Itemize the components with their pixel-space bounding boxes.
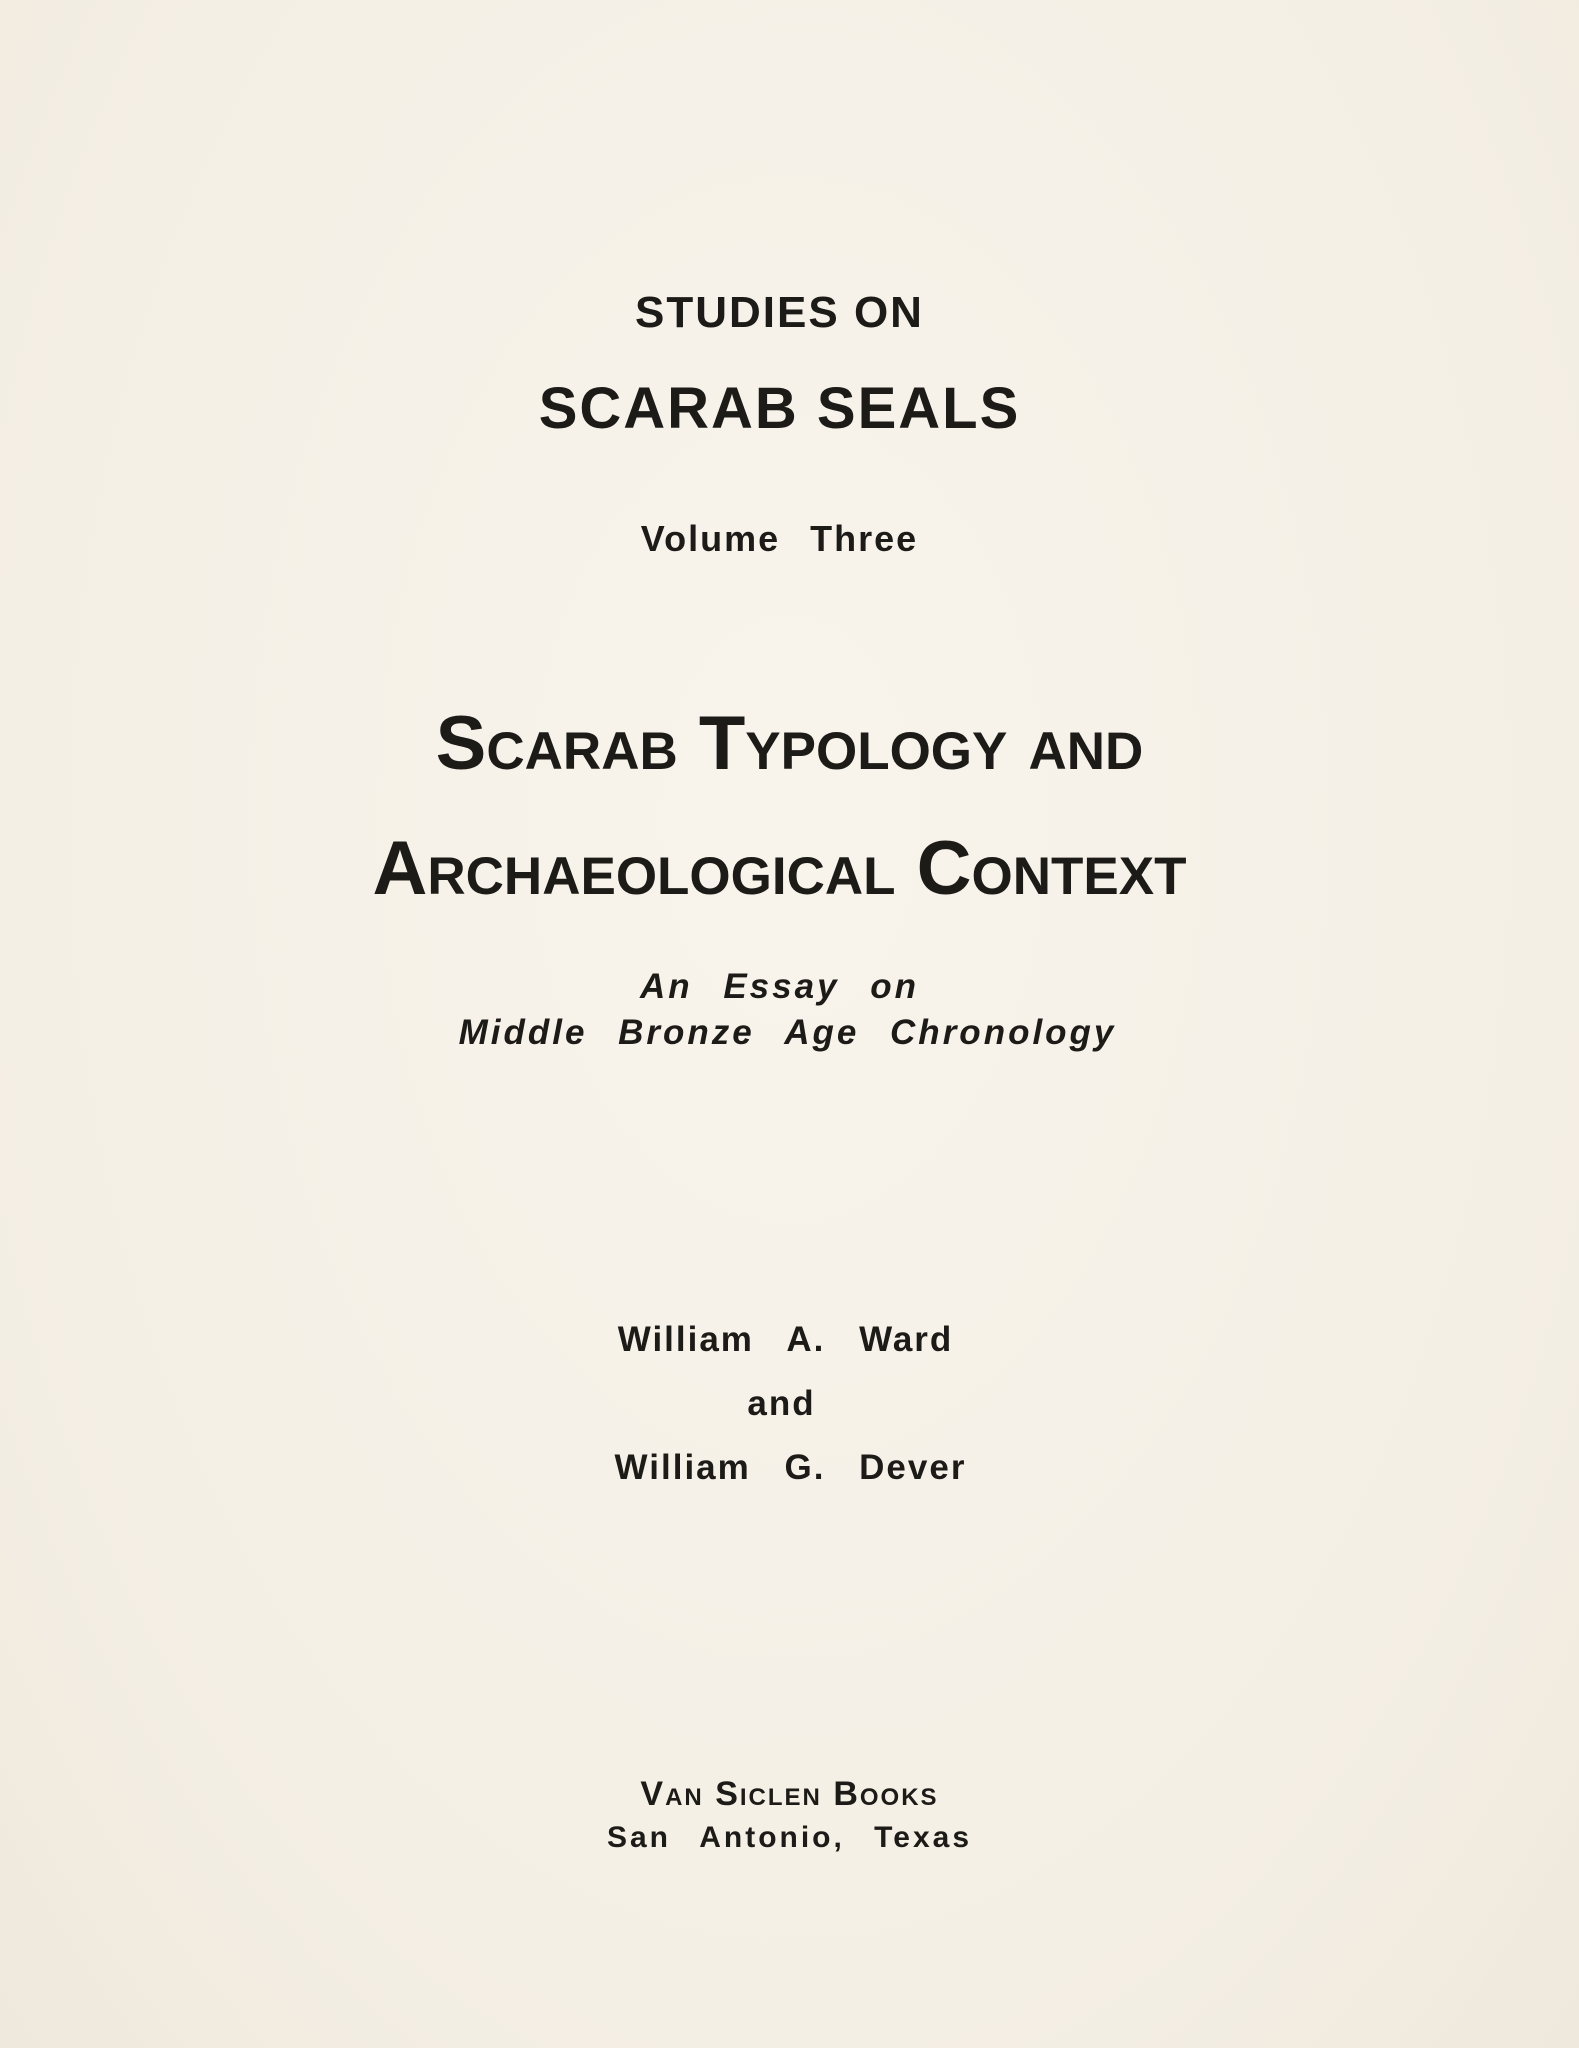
volume-label: Volume Three xyxy=(640,518,919,559)
series-title: SCARAB SEALS xyxy=(538,376,1021,441)
subtitle-line-1: An Essay on xyxy=(639,967,920,1006)
publisher-location: San Antonio, Texas xyxy=(606,1821,973,1854)
book-title-line-2: Archaeological Context xyxy=(372,826,1187,911)
subtitle-line-2: Middle Bronze Age Chronology xyxy=(458,1013,1117,1052)
book-title-line-1: Scarab Typology and xyxy=(435,701,1144,786)
author-first: William A. Ward xyxy=(617,1320,954,1359)
publisher-name: Van Siclen Books xyxy=(640,1775,939,1813)
series-label: STUDIES ON xyxy=(635,288,924,337)
author-conjunction: and xyxy=(747,1384,816,1423)
author-second: William G. Dever xyxy=(614,1448,967,1487)
